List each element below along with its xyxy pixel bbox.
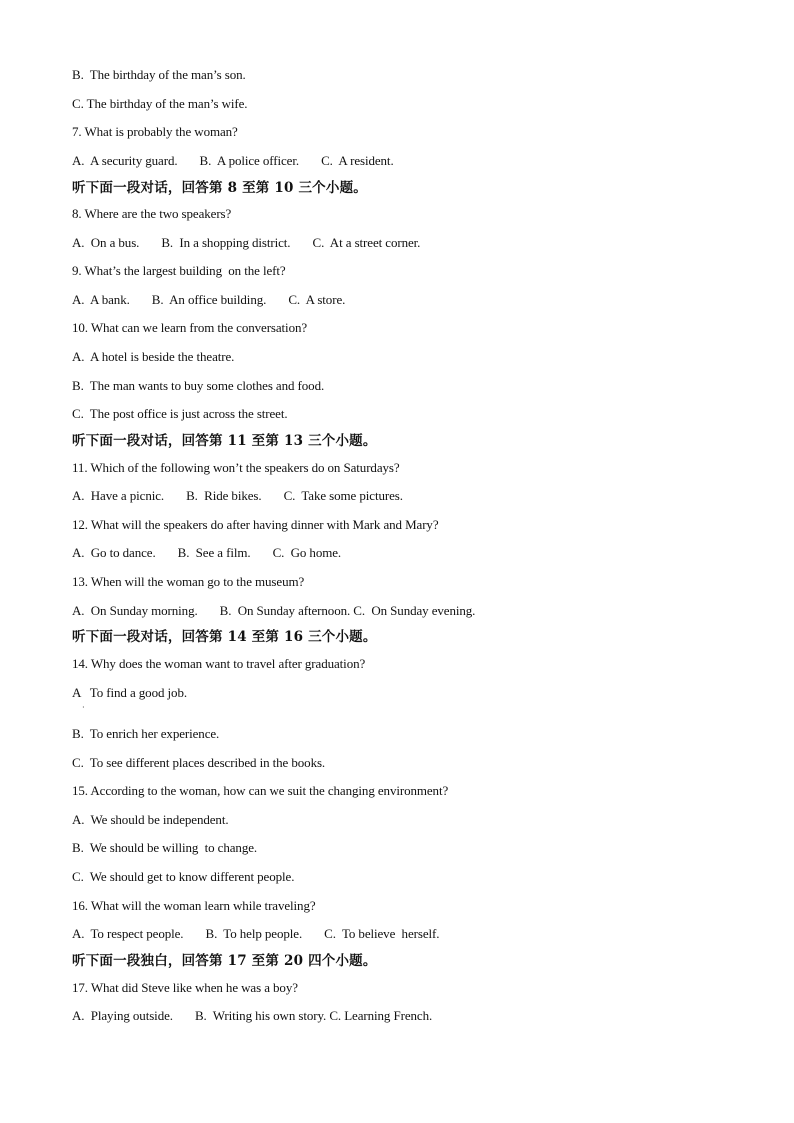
options-7: A. A security guard. B. A police officer. C. A resident. <box>72 153 394 168</box>
question-8: 8. Where are the two speakers? <box>72 206 232 221</box>
option-15a: A. We should be independent. <box>72 812 229 827</box>
section-heading-8-10: 听下面一段对话，回答第 8 至第 10 三个小题。 <box>72 180 367 196</box>
question-17: 17. What did Steve like when he was a boy? <box>72 980 298 995</box>
question-9: 9. What’s the largest building on the left? <box>72 263 286 278</box>
option-6b: B. The birthday of the man’s son. <box>72 67 246 82</box>
stray-mark: · <box>82 703 85 712</box>
question-16: 16. What will the woman learn while traveling? <box>72 898 316 913</box>
option-15b: B. We should be willing to change. <box>72 840 258 855</box>
question-7: 7. What is probably the woman? <box>72 124 238 139</box>
question-15: 15. According to the woman, how can we suit the changing environment? <box>72 783 449 798</box>
options-16: A. To respect people. B. To help people. C. To believe herself. <box>72 926 440 941</box>
question-11: 11. Which of the following won’t the speakers do on Saturdays? <box>72 460 400 475</box>
option-14c: C. To see different places described in the books. <box>72 755 326 770</box>
options-13: A. On Sunday morning. B. On Sunday afternoon. C. On Sunday evening. <box>72 603 476 618</box>
option-10c: C. The post office is just across the street. <box>72 406 288 421</box>
option-6c: C. The birthday of the man’s wife. <box>72 96 248 111</box>
question-13: 13. When will the woman go to the museum? <box>72 574 305 589</box>
question-12: 12. What will the speakers do after having dinner with Mark and Mary? <box>72 517 439 532</box>
section-heading-11-13: 听下面一段对话，回答第 11 至第 13 三个小题。 <box>72 433 377 449</box>
option-14a: A To find a good job. <box>72 685 187 700</box>
options-11: A. Have a picnic. B. Ride bikes. C. Take some pictures. <box>72 488 403 503</box>
options-9: A. A bank. B. An office building. C. A store. <box>72 292 346 307</box>
options-8: A. On a bus. B. In a shopping district. C. At a street corner. <box>72 235 421 250</box>
section-heading-14-16: 听下面一段对话，回答第 14 至第 16 三个小题。 <box>72 629 377 645</box>
options-12: A. Go to dance. B. See a film. C. Go home. <box>72 545 342 560</box>
option-15c: C. We should get to know different people. <box>72 869 295 884</box>
option-14b: B. To enrich her experience. <box>72 726 220 741</box>
options-17: A. Playing outside. B. Writing his own story. C. Learning French. <box>72 1008 433 1023</box>
section-heading-17-20: 听下面一段独白，回答第 17 至第 20 四个小题。 <box>72 953 377 969</box>
option-10b: B. The man wants to buy some clothes and food. <box>72 378 325 393</box>
question-10: 10. What can we learn from the conversation? <box>72 320 308 335</box>
option-10a: A. A hotel is beside the theatre. <box>72 349 235 364</box>
question-14: 14. Why does the woman want to travel after graduation? <box>72 656 366 671</box>
